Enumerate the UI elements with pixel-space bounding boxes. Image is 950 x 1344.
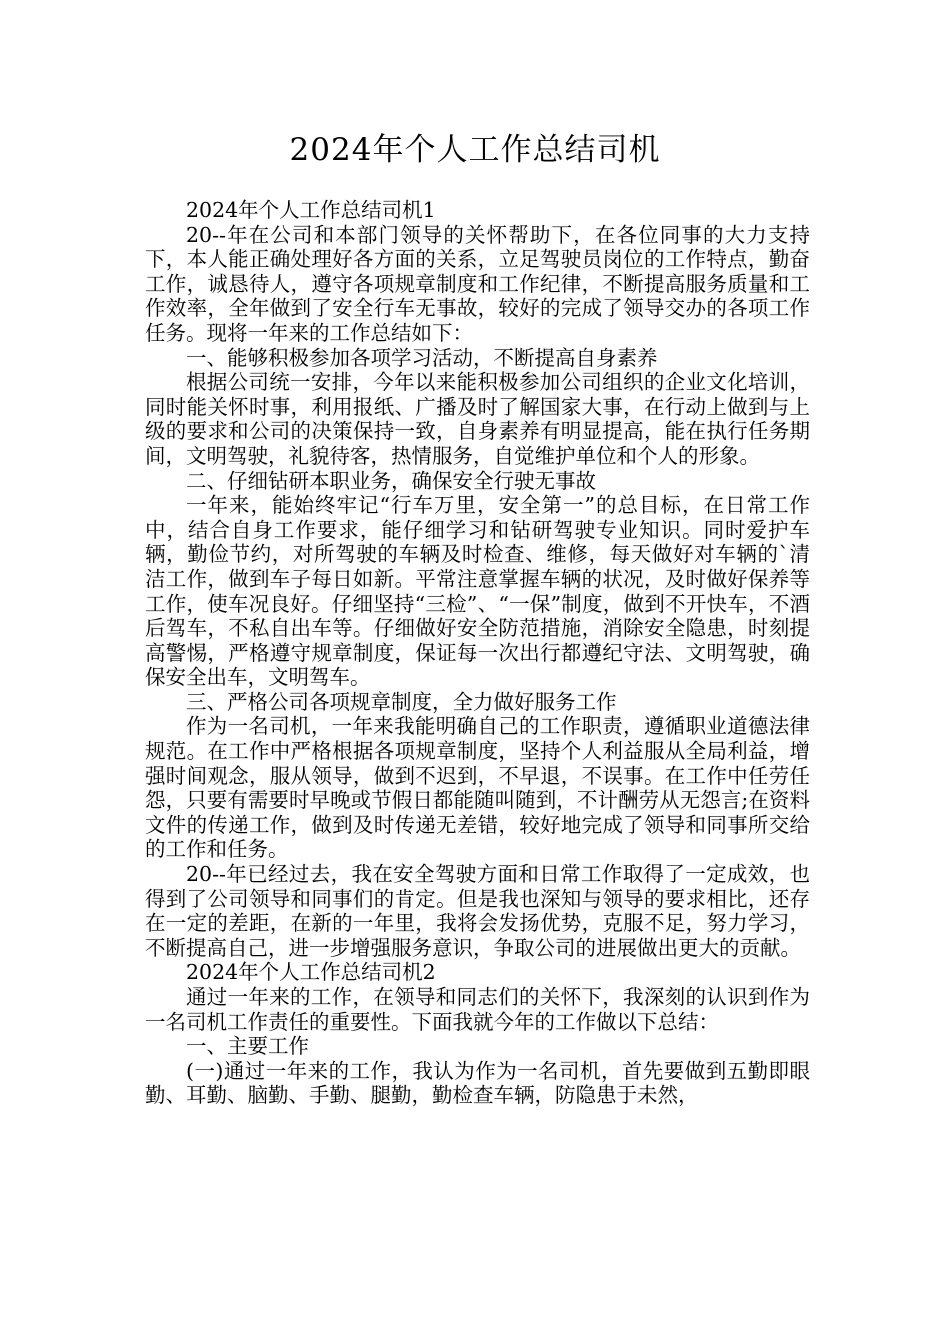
subheading: 三、严格公司各项规章制度，全力做好服务工作: [186, 689, 617, 714]
subheading: 二、仔细钻研本职业务，确保安全行驶无事故: [186, 468, 596, 493]
paragraph: 作为一名司机，一年来我能明确自己的工作职责，遵循职业道德法律规范。在工作中严格根据各项规章制度，坚持个人利益服从全局利益，增强时间观念，服从领导，做到不迟到，不早退，不误事。在工作中任劳任怨，只要有需要时早晚或节假日都能随叫随到，不计酬劳从无怨言;在资料文件的传递工作，做到及时传递无差错，较好地完成了领导和同事所交给的工作和任务。: [145, 714, 810, 862]
paragraph: 通过一年来的工作，在领导和同志们的关怀下，我深刻的认识到作为一名司机工作责任的重要性。下面我就今年的工作做以下总结：: [145, 985, 810, 1034]
paragraph: 一年来，能始终牢记“行车万里，安全第一”的总目标，在日常工作中，结合自身工作要求，能仔细学习和钻研驾驶专业知识。同时爱护车辆，勤俭节约，对所驾驶的车辆及时检查、维修，每天做好对车辆的`清洁工作，做到车子每日如新。平常注意掌握车辆的状况，及时做好保养等工作，使车况良好。仔细坚持“三检”、“一保”制度，做到不开快车，不酒后驾车，不私自出车等。仔细做好安全防范措施，消除安全隐患，时刻提高警惕，严格遵守规章制度，保证每一次出行都遵纪守法、文明驾驶，确保安全出车，文明驾车。: [145, 493, 810, 690]
subheading: 一、能够积极参加各项学习活动，不断提高自身素养: [186, 345, 658, 370]
document-body: [145, 198, 810, 1108]
paragraph: (一)通过一年来的工作，我认为作为一名司机，首先要做到五勤即眼勤、耳勤、脑勤、手勤、腿勤，勤检查车辆，防隐患于未然，: [145, 1058, 810, 1108]
document-title: 2024年个人工作总结司机: [289, 132, 661, 168]
paragraph: 根据公司统一安排，今年以来能积极参加公司组织的企业文化培训，同时能关怀时事，利用报纸、广播及时了解国家大事，在行动上做到与上级的要求和公司的决策保持一致，自身素养有明显提高，能在执行任务期间，文明驾驶，礼貌待客，热情服务，自觉维护单位和个人的形象。: [145, 370, 810, 468]
paragraph: 20--年已经过去，我在安全驾驶方面和日常工作取得了一定成效，也得到了公司领导和同事们的肯定。但是我也深知与领导的要求相比，还存在一定的差距，在新的一年里，我将会发扬优势，克服不足，努力学习，不断提高自己，进一步增强服务意识，争取公司的进展做出更大的贡献。: [145, 862, 810, 960]
subheading: 一、主要工作: [186, 1034, 309, 1059]
section-heading: 2024年个人工作总结司机2: [186, 960, 436, 985]
paragraph: 20--年在公司和本部门领导的关怀帮助下，在各位同事的大力支持下，本人能正确处理好各方面的关系，立足驾驶员岗位的工作特点，勤奋工作，诚恳待人，遵守各项规章制度和工作纪律，不断提高服务质量和工作效率，全年做到了安全行车无事故，较好的完成了领导交办的各项工作任务。现将一年来的工作总结如下：: [145, 222, 810, 345]
section-heading: 2024年个人工作总结司机1: [186, 198, 436, 222]
